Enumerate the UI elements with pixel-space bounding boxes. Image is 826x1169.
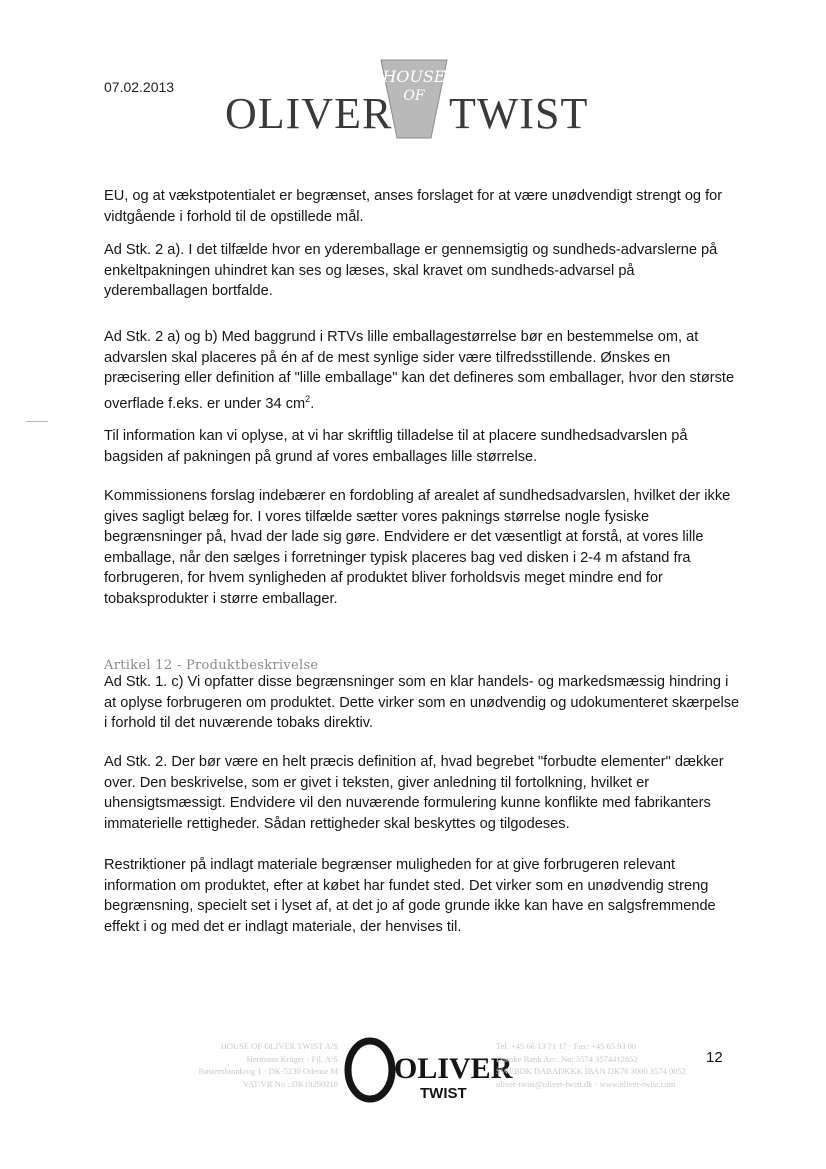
footer-logo-word-twist: TWIST xyxy=(420,1085,467,1102)
footer-right-line: SWEBDK DABADKKK IBAN DK76 3000 3574 0052 xyxy=(496,1066,686,1076)
paragraph-4-text: Til information kan vi oplyse, at vi har skriftlig tilladelse til at placere sundhedsadvarslen på bagsiden af pakningen på grund af vores emballages lille størrelse. xyxy=(104,428,688,465)
paragraph-1-text: EU, og at vækstpotentialet er begrænset, anses forslaget for at være unødvendigt strengt og for vidtgående i forhold til de opstillede mål. xyxy=(104,188,723,225)
footer-logo-word-oliver: OLIVER xyxy=(394,1052,513,1085)
footer-left-line: VAT/VR No : DK19290218 xyxy=(242,1078,338,1089)
paragraph-8 xyxy=(104,855,740,937)
superscript-2: 2 xyxy=(305,393,311,404)
paragraph-3-text xyxy=(104,327,740,414)
oliver-twist-logo xyxy=(225,60,595,138)
paragraph-3-end: . xyxy=(310,395,315,412)
footer-right-line: Tel. +45 66 13 71 17 · Fax: +45 65 93 00 xyxy=(496,1041,637,1051)
paragraph-6 xyxy=(104,672,740,734)
paragraph-4 xyxy=(104,426,740,467)
paragraph-2 xyxy=(104,240,740,302)
logo-word-twist: TWIST xyxy=(449,89,589,138)
logo-word-oliver: OLIVER xyxy=(225,89,393,138)
paragraph-5-text: Kommissionens forslag indebærer en fordobling af arealet af sundhedsadvarslen, hvilket der ikke gives sagligt belæg for. I vores tilfælde sætter vores paknings størrelse nogle fysiske begrænsninger på, hvad der lade sig gøre. Endvidere er det væsentligt at forstå, at vores lille emballage, når den sælges i forretninger typisk placeres bag ved disken i 2-4 m afstand fra forbrugeren, for hvem synligheden af produktet bliver forholdsvis meget mindre end for tobaksprodukter i større emballager. xyxy=(104,488,731,607)
footer-left-line: Bøstembinnkrog 1 · DK-5230 Odense M xyxy=(198,1066,338,1076)
paragraph-6-text: Ad Stk. 1. c) Vi opfatter disse begrænsninger som en klar handels- og markedsmæssig hindring i at oplyse forbrugeren om produktet. Dette virker som en unødvendig og udokumenteret skærpelse i forhold til det nuværende tobaks direktiv. xyxy=(104,674,740,731)
house-of-badge-icon xyxy=(373,60,455,138)
footer-left-line: HOUSE OF OLIVER TWIST A/S xyxy=(220,1041,338,1051)
paragraph-2-text: Ad Stk. 2 a). I det tilfælde hvor en yderemballage er gennemsigtig og sundheds-advarslerne på enkeltpakningen uhindret kan ses og læses, skal kravet om sundheds-advarsel på yderemballagen bortfalde. xyxy=(104,242,718,299)
paragraph-7-text: Ad Stk. 2. Der bør være en helt præcis definition af, hvad begrebet "forbudte elementer" dækker over. Den beskrivelse, som er givet i teksten, giver anledning til fortolkning, hvilket er uhensigtsmæssigt. Endvidere vil den nuværende formulering kunne konflikte med fabrikanters immaterielle rettigheder. Sådan rettigheder skal beskyttes og tilgodeses. xyxy=(104,754,724,832)
footer-oliver-twist-logo-icon xyxy=(344,1038,513,1104)
document-date: 07.02.2013 xyxy=(104,79,175,95)
paragraph-7 xyxy=(104,752,740,834)
paragraph-3-main: Ad Stk. 2 a) og b) Med baggrund i RTVs lille emballagestørrelse bør en bestemmelse om, at advarslen skal placeres på én af de mest synlige sider være tilfredsstillende. Ønskes en præcisering eller definition af "lille emballage" kan det defineres som emballager, hvor den største overflade f.eks. er under 34 cm xyxy=(104,329,735,412)
page-number: 12 xyxy=(706,1049,723,1066)
footer-right-line: Danske Bank Acc. No: 3574 3574412852 xyxy=(496,1053,638,1064)
paragraph-8-text: Restriktioner på indlagt materiale begrænser muligheden for at give forbrugeren relevant information om produktet, efter at købet har fundet sted. Det virker som en unødvendig streng begrænsning, specielt set i lyset af, at det jo af gode grunde ikke kan have en salgsfremmende effekt i og med det er indlagt materiale, der henvises til. xyxy=(104,857,716,935)
footer-left-line: Hermann Krüger - Fil. A/S xyxy=(246,1053,338,1064)
paragraph-1 xyxy=(104,186,740,227)
margin-mark xyxy=(26,421,48,422)
svg-text:OF: OF xyxy=(403,88,425,104)
svg-text:HOUSE: HOUSE xyxy=(382,67,446,86)
footer-company-address xyxy=(112,1040,338,1090)
paragraph-3 xyxy=(104,327,740,414)
paragraph-5 xyxy=(104,486,740,609)
section-heading-artikel-12: Artikel 12 - Produktbeskrivelse xyxy=(104,658,319,673)
footer-right-line: oliver-twist@oliver-twist.dk · www.oliver-twist.com xyxy=(496,1078,676,1089)
